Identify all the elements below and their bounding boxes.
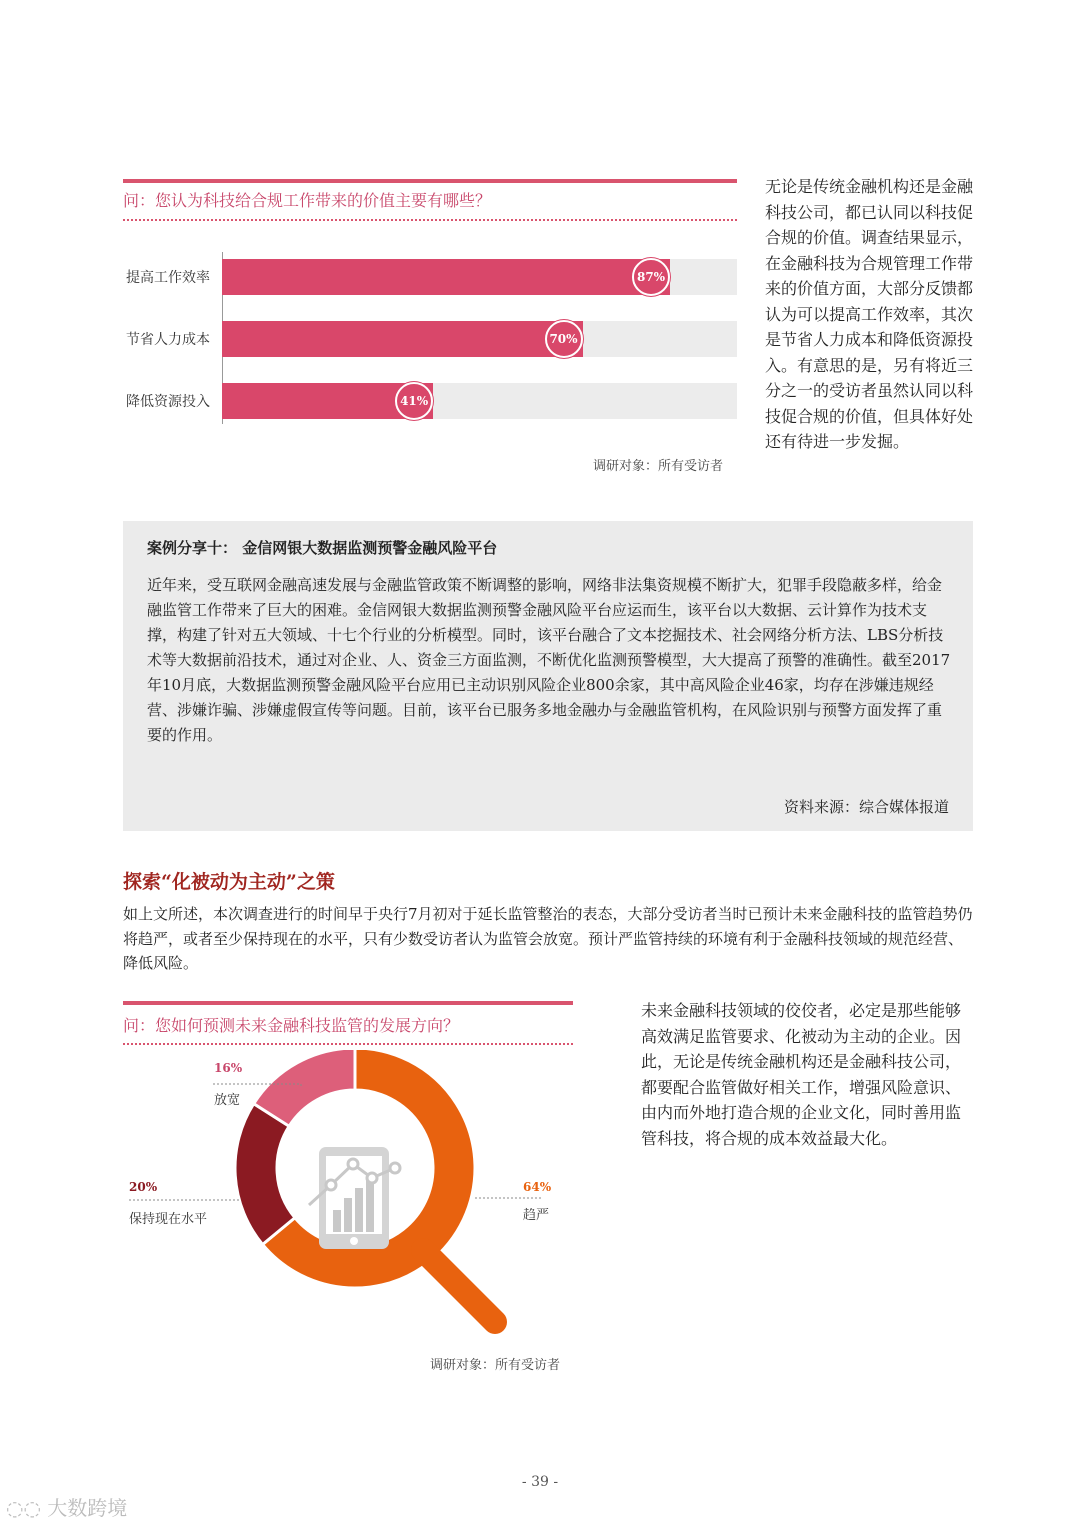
donut-slice-loose: [254, 1050, 355, 1126]
donut-pct-strict: 64%: [523, 1180, 552, 1194]
case-study-title: 案例分享十： 金信网银大数据监测预警金融风险平台: [147, 539, 498, 557]
chart1-question: 问：您认为科技给合规工作带来的价值主要有哪些？: [123, 191, 492, 210]
side-paragraph-1: 无论是传统金融机构还是金融科技公司，都已认同以科技促合规的价值。调查结果显示，在金融科技为合规管理工作带来的价值方面，大部分反馈都认为可以提高工作效率，其次是节省人力成本和降低资源投入。有意思的是，另有将近三分之一的受访者虽然认同以科技促合规的价值，但具体好处还有待进一步发掘。: [765, 177, 974, 451]
chart2-survey-note: 调研对象：所有受访者: [430, 1358, 561, 1373]
case-study-body: 近年来，受互联网金融高速发展与金融监管政策不断调整的影响，网络非法集资规模不断扩大，犯罪手段隐蔽多样，给金融监管工作带来了巨大的困难。金信网银大数据监测预警金融风险平台应运而生，该平台以大数据、云计算作为技术支撑，构建了针对五大领域、十七个行业的分析模型。同时，该平台融合了文本挖掘技术、社会网络分析方法、LBS分析技术等大数据前沿技术，通过对企业、人、资金三方面监测，不断优化监测预警模型，大大提高了预警的准确性。截至2017年10月底，大数据监测预警金融风险平台应用已主动识别风险企业800余家，其中高风险企业46家，均存在涉嫌违规经营、涉嫌诈骗、涉嫌虚假宣传等问题。目前，该平台已服务多地金融办与金融监管机构，在风险识别与预警方面发挥了重要的作用。: [147, 576, 951, 744]
chart2-top-rule: [123, 1001, 573, 1005]
donut-pct-loose: 16%: [214, 1061, 243, 1075]
bar-label-resources: 降低资源投入: [126, 394, 210, 410]
watermark-logo-icon: ◌◌: [6, 1496, 48, 1520]
donut-label-loose: 放宽: [214, 1093, 241, 1108]
bar-fill-labor: [222, 321, 583, 357]
watermark-text: 大数跨境: [47, 1496, 128, 1520]
donut-chart: [123, 1050, 573, 1350]
bar-label-labor: 节省人力成本: [126, 332, 210, 348]
bar-track-efficiency: [222, 259, 737, 295]
bar-track-labor: [222, 321, 737, 357]
bar-fill-efficiency: [222, 259, 670, 295]
bar-value-resources: 41%: [395, 382, 433, 420]
magnifier-handle: [423, 1250, 495, 1322]
donut-label-keep: 保持现在水平: [129, 1212, 208, 1227]
chart2-dotted-rule: [123, 1043, 573, 1045]
section-paragraph: 如上文所述，本次调查进行的时间早于央行7月初对于延长监管整治的表态，大部分受访者当时已预计未来金融科技的监管趋势仍将趋严，或者至少保持现在的水平，只有少数受访者认为监管会放宽。预计严监管持续的环境有利于金融科技领域的规范经营、降低风险。: [123, 905, 973, 972]
donut-pct-keep: 20%: [129, 1180, 158, 1194]
case-study-source: 资料来源：综合媒体报道: [783, 798, 949, 816]
watermark: [6, 1492, 127, 1521]
tablet-chart-icon: [309, 1147, 400, 1249]
bar-label-efficiency: 提高工作效率: [126, 270, 210, 286]
section-heading: 探索“化被动为主动”之策: [123, 871, 335, 893]
side-paragraph-2: 未来金融科技领域的佼佼者，必定是那些能够高效满足监管要求、化被动为主动的企业。因此，无论是传统金融机构还是金融科技公司，都要配合监管做好相关工作，增强风险意识、由内而外地打造合规的企业文化，同时善用监管科技，将合规的成本效益最大化。: [641, 1001, 962, 1148]
donut-label-strict: 趋严: [523, 1208, 550, 1223]
chart1-survey-note: 调研对象：所有受访者: [593, 459, 724, 474]
chart2-question: 问：您如何预测未来金融科技监管的发展方向？: [123, 1016, 460, 1035]
chart1-top-rule: [123, 179, 737, 183]
bar-track-resources: [222, 383, 737, 419]
case-study-box: [123, 521, 973, 831]
bar-value-efficiency: 87%: [632, 258, 670, 296]
page-number: - 39 -: [521, 1474, 559, 1490]
chart1-dotted-rule: [123, 219, 737, 221]
bar-value-labor: 70%: [545, 320, 583, 358]
